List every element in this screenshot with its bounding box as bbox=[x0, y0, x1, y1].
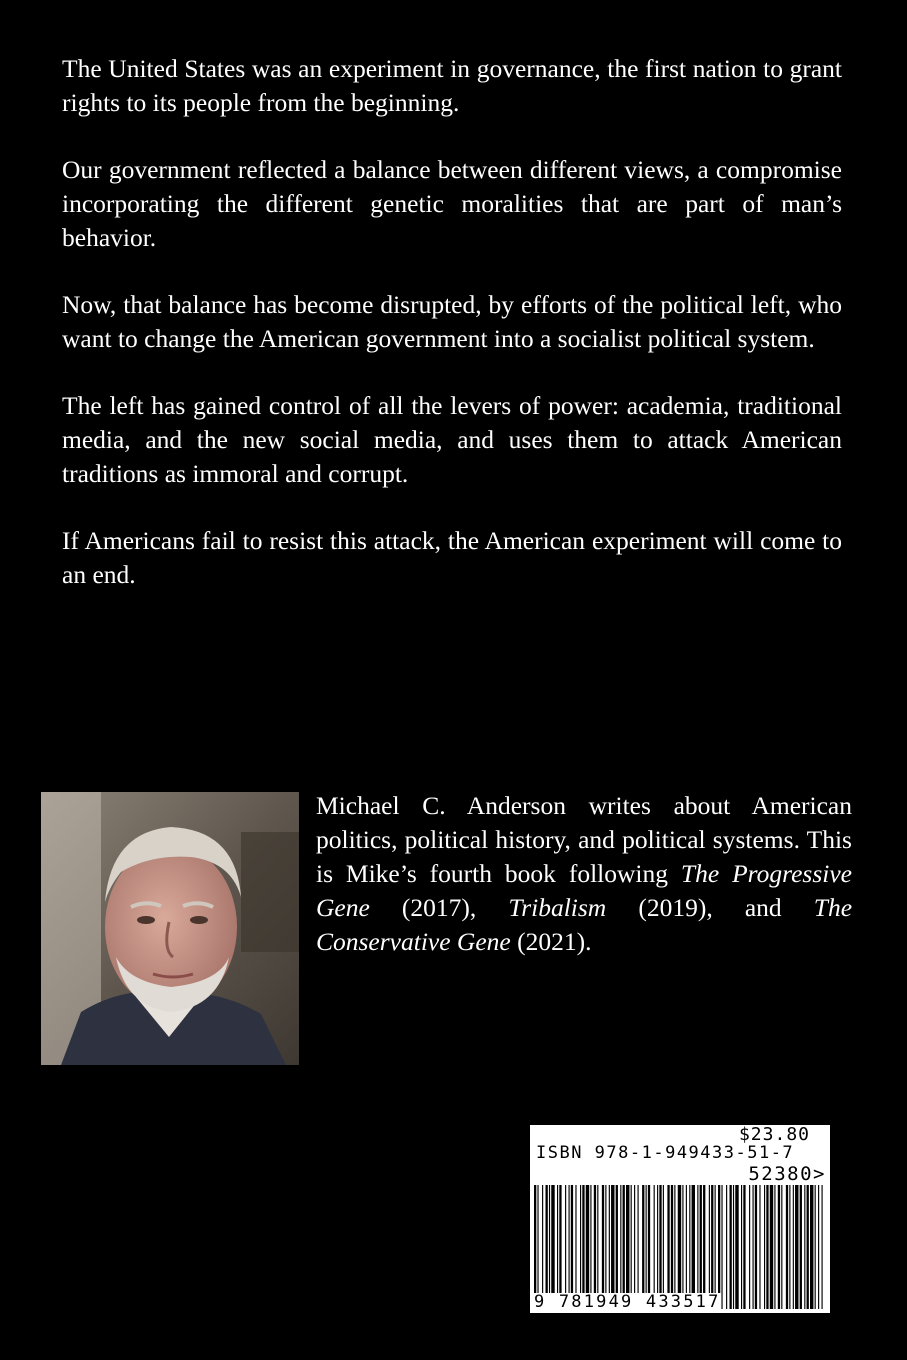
barcode-bar bbox=[646, 1185, 647, 1309]
barcode-bar bbox=[678, 1185, 681, 1309]
barcode-bar bbox=[534, 1185, 536, 1309]
barcode-bar bbox=[743, 1185, 745, 1309]
barcode-bar bbox=[659, 1185, 661, 1309]
barcode-bar bbox=[749, 1185, 750, 1309]
barcode-bar bbox=[807, 1185, 809, 1309]
barcode-bar bbox=[735, 1185, 738, 1309]
barcode-bar bbox=[609, 1185, 610, 1309]
author-photo bbox=[41, 792, 299, 1065]
barcode-bar bbox=[682, 1185, 683, 1309]
author-portrait-icon bbox=[41, 792, 299, 1065]
barcode-bar bbox=[718, 1185, 720, 1309]
barcode-bar bbox=[611, 1185, 614, 1309]
barcode-bar bbox=[605, 1185, 606, 1309]
book-year-3: (2021). bbox=[510, 927, 592, 956]
barcode-bar bbox=[634, 1185, 635, 1309]
barcode-bar bbox=[565, 1185, 566, 1309]
barcode-bar bbox=[764, 1185, 765, 1309]
barcode-bar bbox=[648, 1185, 650, 1309]
barcode-bar bbox=[793, 1185, 794, 1309]
barcode-bar bbox=[795, 1185, 798, 1309]
barcode-bar bbox=[616, 1185, 618, 1309]
barcode-bar bbox=[638, 1185, 639, 1309]
barcode-price: $23.80 bbox=[738, 1124, 810, 1145]
barcode-bar bbox=[594, 1185, 596, 1309]
barcode-bar bbox=[818, 1185, 819, 1309]
barcode-bar bbox=[631, 1185, 632, 1309]
barcode-bar bbox=[755, 1185, 757, 1309]
barcode-bar bbox=[559, 1185, 561, 1309]
barcode-bar bbox=[546, 1185, 548, 1309]
barcode-bar bbox=[700, 1185, 702, 1309]
barcode-bar bbox=[709, 1185, 710, 1309]
barcode-bar bbox=[822, 1185, 823, 1309]
barcode-bar bbox=[721, 1185, 722, 1309]
barcode-bar bbox=[590, 1185, 591, 1309]
barcode-bar bbox=[674, 1185, 675, 1309]
barcode-bar bbox=[697, 1185, 698, 1309]
barcode-bar bbox=[537, 1185, 538, 1309]
barcode-bars bbox=[532, 1185, 828, 1312]
barcode-bar bbox=[733, 1185, 734, 1309]
barcode-bar bbox=[692, 1185, 695, 1309]
barcode-bar bbox=[711, 1185, 713, 1309]
barcode-bar bbox=[730, 1185, 732, 1309]
isbn-barcode bbox=[530, 1125, 830, 1313]
book-title-progressive-gene: The Progressive Gene bbox=[316, 859, 852, 922]
barcode-bar bbox=[726, 1185, 727, 1309]
barcode-bar bbox=[789, 1185, 790, 1309]
blurb-paragraph-2: Our government reflected a balance between different views, a compromise incorporating the different genetic moralities that are part of man’s behavior. bbox=[62, 155, 842, 252]
blurb-paragraph-3: Now, that balance has become disrupted, by efforts of the political left, who want to change the American government into a socialist political system. bbox=[62, 290, 842, 353]
blurb-paragraph-1: The United States was an experiment in governance, the first nation to grant rights to its people from the beginning. bbox=[62, 54, 842, 117]
barcode-bar bbox=[642, 1185, 644, 1309]
blurb-paragraph-5: If Americans fail to resist this attack, the American experiment will come to an end. bbox=[62, 526, 842, 589]
barcode-bar bbox=[571, 1185, 573, 1309]
barcode-bar bbox=[686, 1185, 687, 1309]
barcode-bar bbox=[759, 1185, 760, 1309]
barcode-bar bbox=[626, 1185, 629, 1309]
barcode-bar bbox=[778, 1185, 780, 1309]
barcode-bar bbox=[575, 1185, 576, 1309]
barcode-bar bbox=[786, 1185, 788, 1309]
barcode-bar bbox=[663, 1185, 664, 1309]
barcode-digits: 9 781949 433517 bbox=[534, 1292, 721, 1312]
barcode-bar bbox=[620, 1185, 621, 1309]
barcode-isbn: ISBN 978-1-949433-51-7 bbox=[536, 1143, 795, 1163]
barcode-bar bbox=[815, 1185, 816, 1309]
barcode-bar bbox=[667, 1185, 669, 1309]
barcode-bar bbox=[580, 1185, 581, 1309]
barcode-bar bbox=[770, 1185, 773, 1309]
barcode-bar bbox=[597, 1185, 598, 1309]
barcode-bar bbox=[551, 1185, 554, 1309]
bio-intro: Michael C. Anderson writes about American politics, political history, and political systems. This is Mike’s fourth book following bbox=[316, 791, 852, 888]
barcode-bar bbox=[569, 1185, 570, 1309]
barcode-bar bbox=[753, 1185, 754, 1309]
barcode-bar bbox=[542, 1185, 543, 1309]
barcode-bar bbox=[671, 1185, 673, 1309]
barcode-bar bbox=[810, 1185, 813, 1309]
barcode-bar bbox=[774, 1185, 775, 1309]
barcode-bar bbox=[703, 1185, 705, 1309]
blurb-paragraph-4: The left has gained control of all the levers of power: academia, traditional media, and the new social media, and uses them to attack American traditions as immoral and corrupt. bbox=[62, 391, 842, 488]
barcode-bar bbox=[654, 1185, 655, 1309]
author-bio bbox=[316, 789, 852, 959]
barcode-bar bbox=[657, 1185, 658, 1309]
barcode-bar bbox=[557, 1185, 558, 1309]
barcode-bar bbox=[804, 1185, 805, 1309]
barcode-bar bbox=[781, 1185, 782, 1309]
barcode-bar bbox=[741, 1185, 742, 1309]
barcode-bar bbox=[689, 1185, 690, 1309]
book-year-1: (2017), bbox=[369, 893, 509, 922]
barcode-bar bbox=[715, 1185, 716, 1309]
book-title-conservative-gene: The Conservative Gene bbox=[316, 893, 853, 956]
barcode-bar bbox=[800, 1185, 802, 1309]
barcode-bar bbox=[586, 1185, 589, 1309]
back-cover-blurb bbox=[62, 52, 842, 625]
barcode-bar bbox=[602, 1185, 604, 1309]
barcode-bar bbox=[549, 1185, 550, 1309]
barcode-bar bbox=[582, 1185, 584, 1309]
book-title-tribalism: Tribalism bbox=[508, 893, 607, 922]
barcode-bar bbox=[766, 1185, 768, 1309]
book-year-2: (2019), and bbox=[606, 893, 814, 922]
barcode-bar bbox=[623, 1185, 625, 1309]
barcode-supplement: 52380> bbox=[748, 1163, 826, 1185]
